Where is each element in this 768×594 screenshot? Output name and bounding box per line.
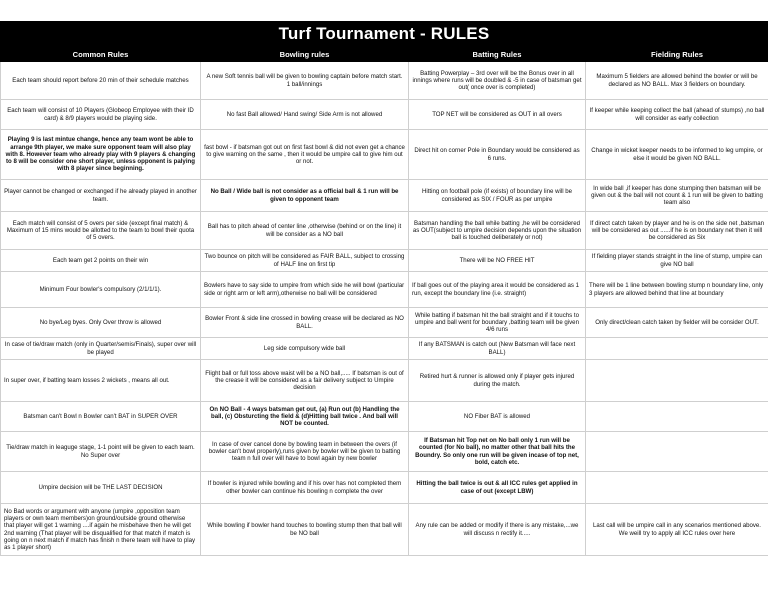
rule-cell-fielding [586,472,768,504]
rule-cell-bowling: Two bounce on pitch will be considered as FAIR BALL, subject to crossing of HALF line on first tip [201,250,409,272]
rule-cell-batting: If Batsman hit Top net on No ball only 1 run will be counted (for No ball), no matter other that ball hits the Boundry. So only one run will be given incase of top net, bold, catch etc. [409,432,586,472]
rule-cell-fielding: In wide ball ,if keeper has done stumping then batsman will be given out & the ball will not count & 1 run will be given to batting team also [586,180,768,212]
rule-cell-batting: Any rule can be added or modify if there is any mistake,...we will discuss n rectify it..... [409,504,586,556]
rule-row [1,472,768,504]
rule-cell-fielding: Last call will be umpire call in any scenarios mentioned above. We weill try to apply all ICC rules over here [586,504,768,556]
rule-cell-fielding [586,360,768,402]
rule-cell-common: Each match will consist of 5 overs per side (except final match) & Maximum of 15 mins would be allotted to the team to bowl their quota of 5 overs. [1,212,201,250]
rule-row [1,338,768,360]
header-batting-rules: Batting Rules [409,47,586,62]
rule-row [1,360,768,402]
rule-cell-bowling: No fast Ball allowed/ Hand swing/ Side Arm is not allowed [201,100,409,130]
rule-cell-fielding [586,402,768,432]
rule-cell-bowling: In case of over cancel done by bowling team in between the overs (if bowler can't bowl properly),runs given by bowler will be given to batting team n full over will have to bowl again by new bowler [201,432,409,472]
rule-cell-batting: Batting Powerplay – 3rd over will be the Bonus over in all innings where runs will be doubled & -5 in case of batsman get out( once over is completed) [409,62,586,100]
rule-cell-fielding: If keeper while keeping collect the ball (ahead of stumps) ,no ball will consider as early collection [586,100,768,130]
header-fielding-rules: Fielding Rules [586,47,768,62]
rule-cell-batting: TOP NET will be considered as OUT in all overs [409,100,586,130]
rule-cell-batting: Batsman handling the ball while batting ,he will be considered as OUT(subject to umpire decision depends upon the situation ball is touched deliberately or not) [409,212,586,250]
rule-row [1,100,768,130]
rule-cell-bowling: No Ball / Wide ball is not consider as a official ball & 1 run will be given to opponent team [201,180,409,212]
rule-cell-batting: NO Fiber BAT is allowed [409,402,586,432]
rule-cell-batting: Hitting on football pole (if exists) of boundary line will be considered as SIX / FOUR as per umpire [409,180,586,212]
rule-cell-common: Batsman can't Bowl n Bowler can't BAT in SUPER OVER [1,402,201,432]
rule-cell-batting: If any BATSMAN is catch out (New Batsman will face next BALL) [409,338,586,360]
rule-cell-common: Each team will consist of 10 Players (Globeop Employee with their ID card) & 8/9 players would be playing side. [1,100,201,130]
rule-row [1,250,768,272]
rule-cell-bowling: Leg side compulsory wide ball [201,338,409,360]
rule-cell-common: No bye/Leg byes. Only Over throw is allowed [1,308,201,338]
rule-cell-fielding [586,338,768,360]
rule-cell-batting: Direct hit on corner Pole in Boundary would be considered as 6 runs. [409,130,586,180]
rule-row [1,308,768,338]
header-bowling-rules: Bowling rules [201,47,409,62]
rule-cell-batting: Hitting the ball twice is out & all ICC rules get applied in case of out (except LBW) [409,472,586,504]
rule-cell-bowling: Flight ball or full toss above waist will be a NO ball,..... If batsman is out of the crease it will be considered as a fair delivery subject to Umpire decision [201,360,409,402]
rule-row [1,62,768,100]
rule-cell-bowling: A new Soft tennis ball will be given to bowling captain before match start. 1 ball/innings [201,62,409,100]
rule-cell-common: Tie/draw match in leaguge stage, 1-1 point will be given to each team. No Super over [1,432,201,472]
rule-cell-batting: If ball goes out of the playing area it would be considered as 1 run, except the boundary line (i.e. straight) [409,272,586,308]
rule-cell-batting: While batting if batsman hit the ball straight and if it touchs to umpire and ball went for boundary ,batting team will be given 4/6 runs [409,308,586,338]
rule-cell-common: No Bad words or argument with anyone (umpire ,opposition team players or own team members)on ground/outside ground otherwise that player will get 1 warning ....if again he misbehave then he will get 2nd warning (That player will be disqualified for that match if match is going on n next match if match has finish n there team will have to play as 1 player short) [1,504,201,556]
rule-cell-common: Playing 9 is last mintue change, hence any team wont be able to arrange 9th player, we make sure opponent team will also play with 8. However team who already play with 9 players & changing to 8 will be consider one short player, unless opponent is palying with 8 player since beginning. [1,130,201,180]
rule-cell-common: Umpire decision will be THE LAST DECISION [1,472,201,504]
rules-sheet [0,21,768,556]
header-common-rules: Common Rules [1,47,201,62]
rule-row [1,130,768,180]
rule-cell-common: Player cannot be changed or exchanged if he already played in another team. [1,180,201,212]
rule-cell-bowling: Ball has to pitch ahead of center line ,otherwise (behind or on the line) it will be consider as a NO ball [201,212,409,250]
rule-cell-fielding: If direct catch taken by player and he is on the side net ,batsman will be considered as out ......if he is on boundary net then it will be considered as Six [586,212,768,250]
rule-cell-fielding: Only direct/clean catch taken by fielder will be consider OUT. [586,308,768,338]
rule-cell-bowling: Bowler Front & side line crossed in bowling crease will be declared as NO BALL. [201,308,409,338]
rule-cell-bowling: While bowling if bowler hand touches to bowling stump then that ball will be NO ball [201,504,409,556]
rule-cell-batting: Retired hurt & runner is allowed only if player gets injured during the match. [409,360,586,402]
rule-row [1,504,768,556]
rule-cell-fielding: There will be 1 line between bowling stump n boundary line, only 3 players are allowed behind that line at boundary [586,272,768,308]
rule-cell-fielding: If fielding player stands straight in the line of stump, umpire can give NO ball [586,250,768,272]
rule-cell-bowling: fast bowl - if batsman got out on first fast bowl & did not even get a chance to give warning on the same , then it would be umpire call to give him out or not. [201,130,409,180]
header-row [1,47,768,62]
rule-cell-common: Each team should report before 20 min of their schedule matches [1,62,201,100]
rule-cell-bowling: Bowlers have to say side to umpire from which side he will bowl (particular side or right arm or left arm),otherwise no ball will be considered [201,272,409,308]
rule-cell-bowling: If bowler is injured while bowling and if his over has not completed them other bowler can continue his bowling n complete the over [201,472,409,504]
rule-cell-fielding [586,432,768,472]
rule-row [1,180,768,212]
rule-cell-fielding: Change in wicket keeper needs to be informed to leg umpire, or else it would be given NO BALL. [586,130,768,180]
page-title: Turf Tournament - RULES [0,21,768,46]
rules-body [1,62,768,556]
rule-row [1,402,768,432]
rule-cell-fielding: Maximum 5 fielders are allowed behind the bowler or will be declared as NO BALL. Max 3 fielders on boundary. [586,62,768,100]
rules-table [0,46,768,556]
rule-cell-bowling: On NO Ball - 4 ways batsman get out, (a) Run out (b) Handling the ball, (c) Obsturcting the field & (d)Hitting ball twice . And ball will NOT be counted. [201,402,409,432]
rule-row [1,272,768,308]
rule-cell-batting: There will be NO FREE HIT [409,250,586,272]
rule-cell-common: Minimum Four bowler's compulsory (2/1/1/1). [1,272,201,308]
rule-cell-common: Each team get 2 points on their win [1,250,201,272]
rule-cell-common: In super over, if batting team losses 2 wickets , means all out. [1,360,201,402]
rule-row [1,432,768,472]
rule-row [1,212,768,250]
rule-cell-common: In case of tie/draw match (only in Quarter/semis/Finals), super over will be played [1,338,201,360]
